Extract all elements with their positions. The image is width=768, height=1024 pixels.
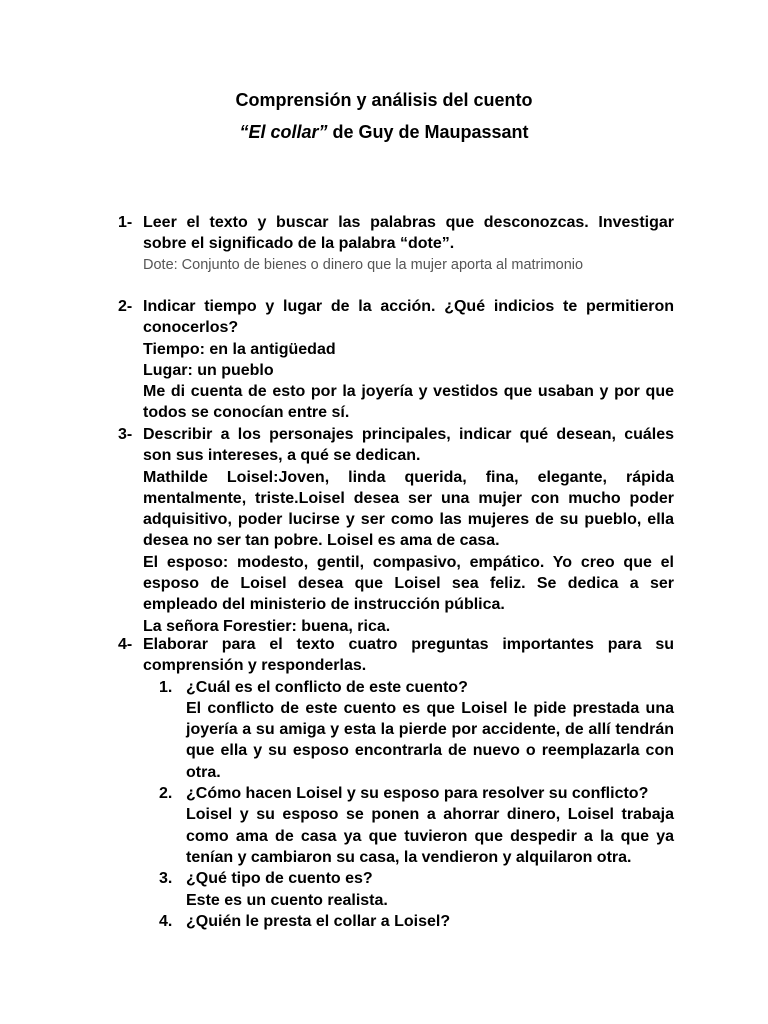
- question-number: 2-: [118, 298, 133, 315]
- question-number: 3-: [118, 426, 133, 443]
- answer-text: El esposo: modesto, gentil, compasivo, empático. Yo creo que el esposo de Loisel desea que Loisel sea feliz. Se dedica a ser empleado del ministerio de instrucción pública.: [143, 553, 674, 614]
- question-2: [118, 296, 674, 424]
- answer-text: La señora Forestier: buena, rica.: [143, 617, 391, 635]
- sub-question-number: 4.: [159, 912, 173, 930]
- sub-question-1: [159, 677, 674, 783]
- answer-text: Tiempo: en la antigüedad: [143, 340, 336, 358]
- sub-question-number: 1.: [159, 678, 173, 696]
- author-line: de Guy de Maupassant: [327, 122, 529, 142]
- document-subtitle: [0, 121, 768, 143]
- question-number: 4-: [118, 636, 133, 653]
- sub-answer-text: El conflicto de este cuento es que Loisel le pide prestada una joyería a su amiga y esta la pierde por accidente, de allí tendrán que ella y su esposo encontrarla de nuevo o reemplazarla con otra.: [186, 699, 674, 781]
- sub-question-number: 2.: [159, 785, 173, 803]
- question-prompt: Describir a los personajes principales, indicar qué desean, cuáles son sus intereses, a qué se dedican.: [143, 426, 674, 465]
- sub-question-text: ¿Cuál es el conflicto de este cuento?: [186, 678, 468, 696]
- sub-question-text: ¿Cómo hacen Loisel y su esposo para resolver su conflicto?: [186, 785, 649, 803]
- sub-question-4: [159, 911, 674, 932]
- sub-answer-text: Este es un cuento realista.: [186, 891, 388, 909]
- answer-text: Me di cuenta de esto por la joyería y vestidos que usaban y por que todos se conocían entre sí.: [143, 383, 674, 422]
- story-title: “El collar”: [239, 122, 328, 142]
- question-number: 1-: [118, 214, 133, 231]
- sub-question-3: [159, 868, 674, 911]
- sub-question-text: ¿Quién le presta el collar a Loisel?: [186, 912, 451, 930]
- answer-text: Dote: Conjunto de bienes o dinero que la mujer aporta al matrimonio: [143, 256, 584, 273]
- sub-question-number: 3.: [159, 870, 173, 888]
- answer-text: Lugar: un pueblo: [143, 361, 274, 379]
- question-3: [118, 424, 674, 637]
- sub-question-text: ¿Qué tipo de cuento es?: [186, 870, 373, 888]
- question-prompt: Indicar tiempo y lugar de la acción. ¿Qué indicios te permitieron conocerlos?: [143, 298, 674, 337]
- sub-question-2: [159, 783, 674, 868]
- question-1: [118, 212, 674, 276]
- question-4: [118, 634, 674, 932]
- sub-answer-text: Loisel y su esposo se ponen a ahorrar dinero, Loisel trabaja como ama de casa ya que tuvieron que despedir a la que ya tenían y cambiaron su casa, la vendieron y alquilaron otra.: [186, 806, 674, 866]
- question-prompt: Elaborar para el texto cuatro preguntas importantes para su comprensión y responderlas.: [143, 636, 674, 675]
- answer-text: Mathilde Loisel:Joven, linda querida, fina, elegante, rápida mentalmente, triste.Loisel desea ser una mujer con mucho poder adquisitivo, poder lucirse y ser como las mujeres de su pueblo, ella desea no ser tan pobre. Loisel es ama de casa.: [143, 468, 674, 550]
- question-prompt: Leer el texto y buscar las palabras que desconozcas. Investigar sobre el significado de la palabra “dote”.: [143, 214, 674, 253]
- document-title: Comprensión y análisis del cuento: [235, 90, 533, 110]
